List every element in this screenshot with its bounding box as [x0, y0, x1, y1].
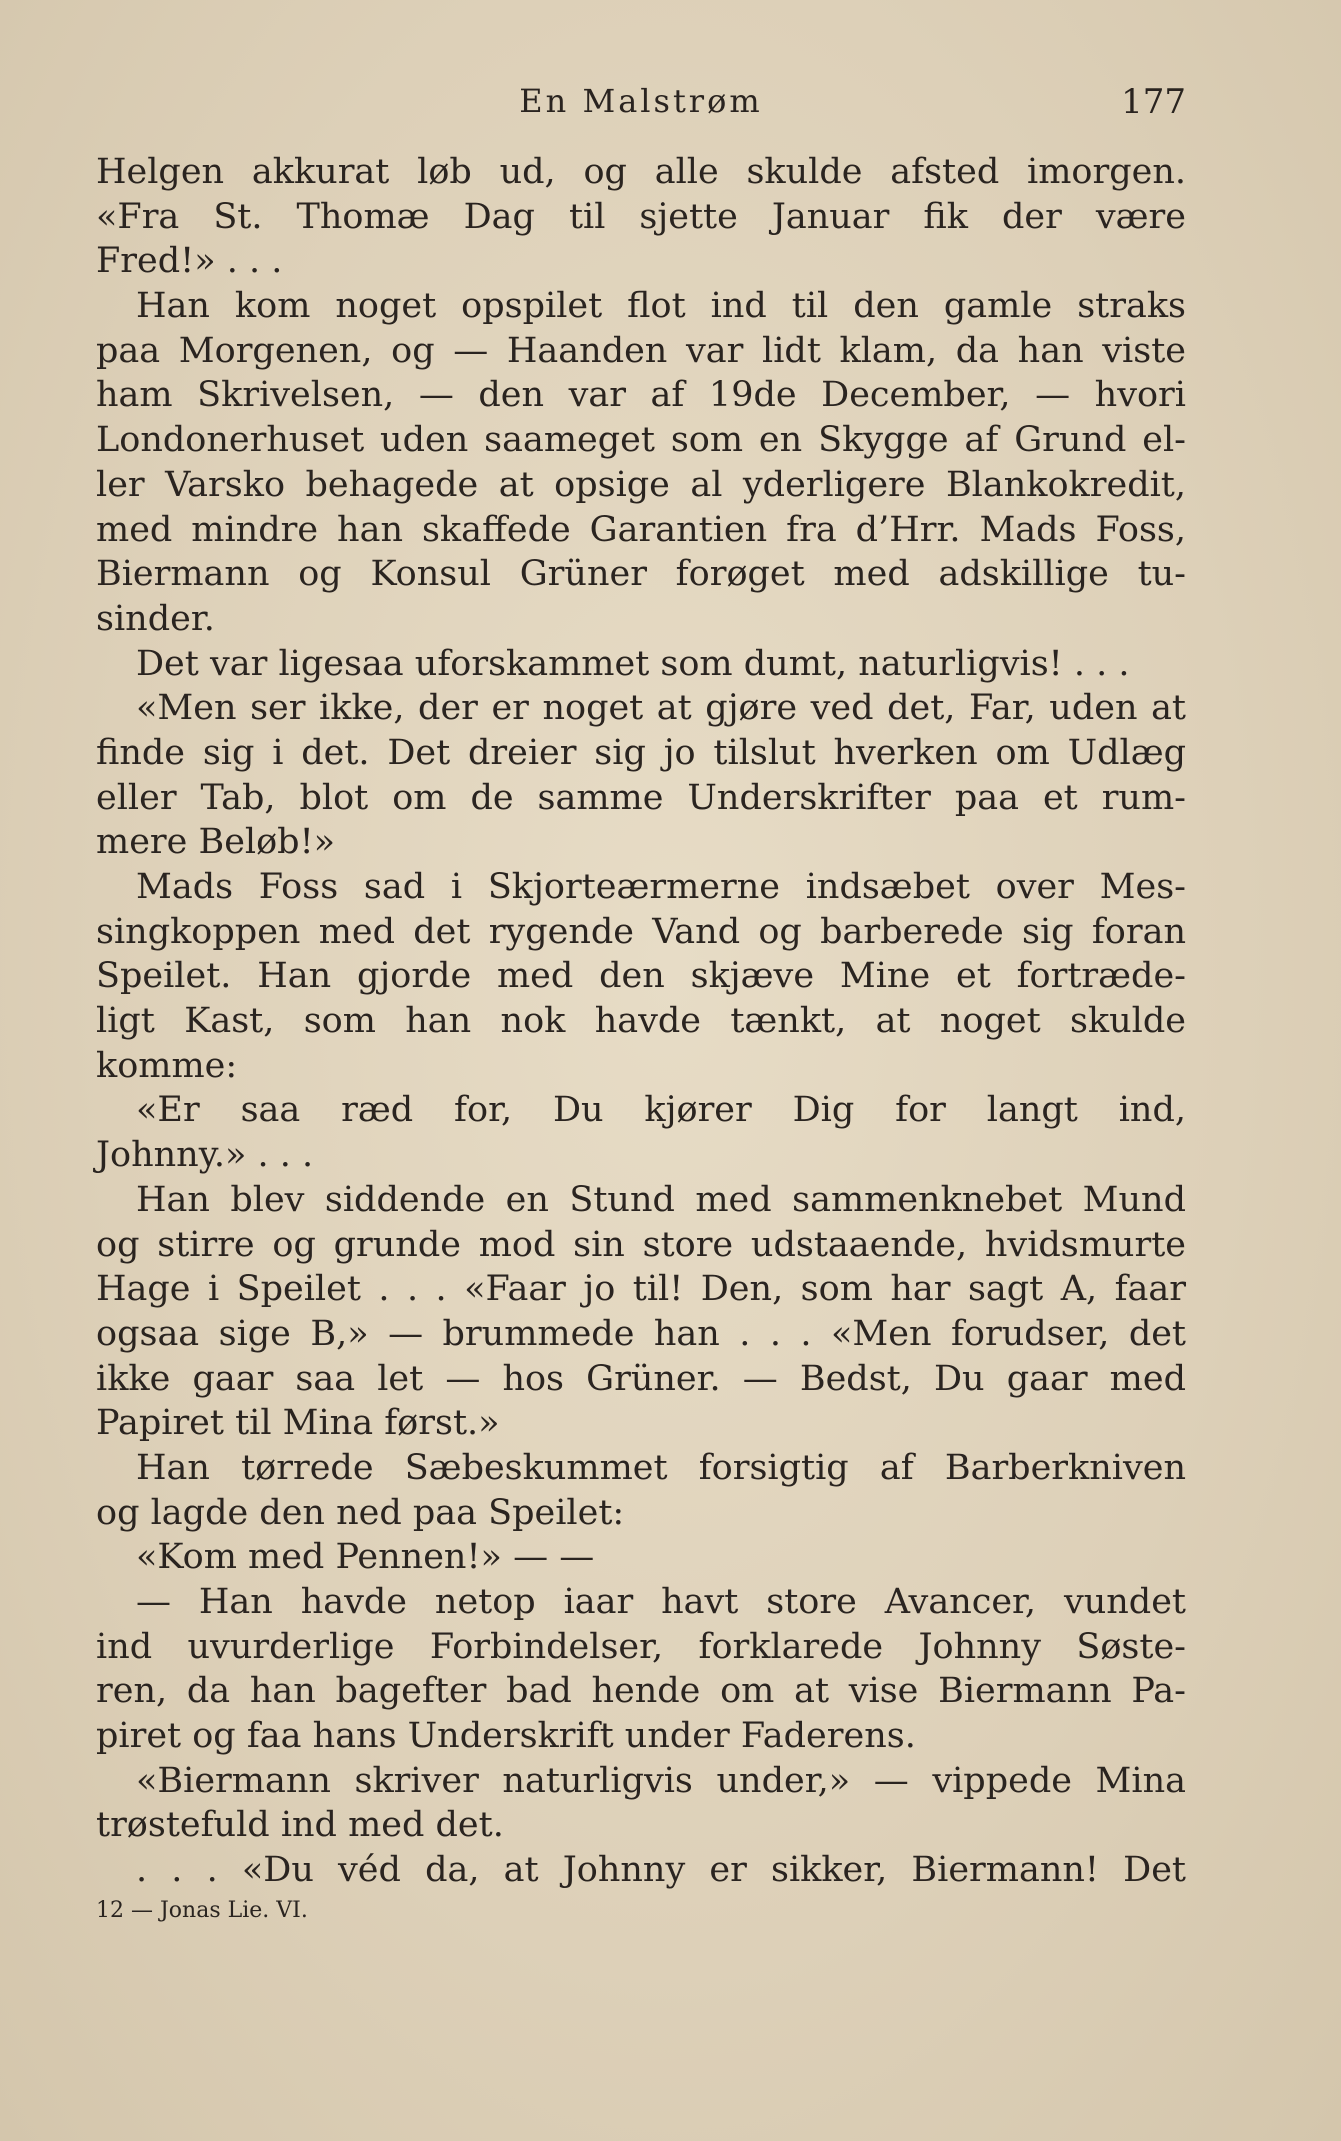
- text-line: komme:: [96, 1045, 238, 1086]
- text-line: og lagde den ned paa Speilet:: [96, 1492, 625, 1533]
- text-line: Johnny.» . . .: [96, 1135, 314, 1176]
- text-line: ikke gaar saa let — hos Grüner. — Bedst, Du gaar med: [96, 1358, 1186, 1399]
- text-line: Papiret til Mina først.»: [96, 1403, 500, 1444]
- text-line: med mindre han skaffede Garantien fra d’Hrr. Mads Foss,: [96, 509, 1186, 550]
- text-line: Han tørrede Sæbeskummet forsigtig af Barberkniven: [136, 1447, 1186, 1488]
- text-line: Londonerhuset uden saameget som en Skygge af Grund el-: [96, 420, 1186, 461]
- text-line: Biermann og Konsul Grüner forøget med adskillige tu-: [96, 554, 1186, 595]
- text-line: «Men ser ikke, der er noget at gjøre ved det, Far, uden at: [136, 688, 1186, 729]
- text-line: Han kom noget opspilet flot ind til den gamle straks: [136, 286, 1186, 327]
- text-line: piret og faa hans Underskrift under Faderens.: [96, 1716, 916, 1757]
- text-line: finde sig i det. Det dreier sig jo tilslut hverken om Udlæg: [96, 732, 1186, 773]
- text-line: eller Tab, blot om de samme Underskrifter paa et rum-: [96, 777, 1186, 818]
- running-title: En Malstrøm: [519, 82, 763, 120]
- page-number: 177: [1121, 82, 1186, 122]
- text-line: «Biermann skriver naturligvis under,» — vippede Mina: [136, 1760, 1186, 1801]
- page-header: [96, 82, 1186, 132]
- text-line: «Er saa ræd for, Du kjører Dig for langt ind,: [136, 1090, 1186, 1131]
- text-line: ham Skrivelsen, — den var af 19de December, — hvori: [96, 375, 1186, 416]
- text-line: Helgen akkurat løb ud, og alle skulde afsted imorgen.: [96, 152, 1186, 192]
- text-line: ren, da han bagefter bad hende om at vise Biermann Pa-: [96, 1671, 1186, 1712]
- text-line: Fred!» . . .: [96, 241, 283, 282]
- text-line: Hage i Speilet . . . «Faar jo til! Den, som har sagt A, faar: [96, 1269, 1186, 1310]
- text-line: Speilet. Han gjorde med den skjæve Mine et fortræde-: [96, 956, 1186, 997]
- text-line: mere Beløb!»: [96, 822, 336, 863]
- text-line: «Kom med Pennen!» — —: [136, 1537, 595, 1578]
- text-line: Han blev siddende en Stund med sammenknebet Mund: [136, 1179, 1186, 1220]
- text-line: ligt Kast, som han nok havde tænkt, at noget skulde: [96, 1001, 1186, 1042]
- text-line: singkoppen med det rygende Vand og barberede sig foran: [96, 911, 1186, 952]
- text-line: sinder.: [96, 598, 215, 639]
- text-line: «Fra St. Thomæ Dag til sjette Januar fik der være: [96, 196, 1186, 237]
- text-line: — Han havde netop iaar havt store Avancer, vundet: [136, 1582, 1186, 1622]
- text-line: og stirre og grunde mod sin store udstaaende, hvidsmurte: [96, 1224, 1186, 1265]
- text-line: Det var ligesaa uforskammet som dumt, naturligvis! . . .: [136, 643, 1130, 684]
- text-line: Mads Foss sad i Skjorteærmerne indsæbet over Mes-: [136, 867, 1186, 907]
- signature-mark: 12 — Jonas Lie. VI.: [96, 1898, 308, 1923]
- text-line: ler Varsko behagede at opsige al yderligere Blankokredit,: [96, 464, 1186, 505]
- text-line: trøstefuld ind med det.: [96, 1805, 504, 1846]
- text-line: ind uvurderlige Forbindelser, forklarede Johnny Søste-: [96, 1626, 1186, 1667]
- body-text: [96, 150, 1186, 1893]
- text-line: ogsaa sige B,» — brummede han . . . «Men forudser, det: [96, 1313, 1186, 1354]
- text-line: . . . «Du véd da, at Johnny er sikker, Biermann! Det: [136, 1850, 1186, 1891]
- text-line: paa Morgenen, og — Haanden var lidt klam, da han viste: [96, 330, 1186, 371]
